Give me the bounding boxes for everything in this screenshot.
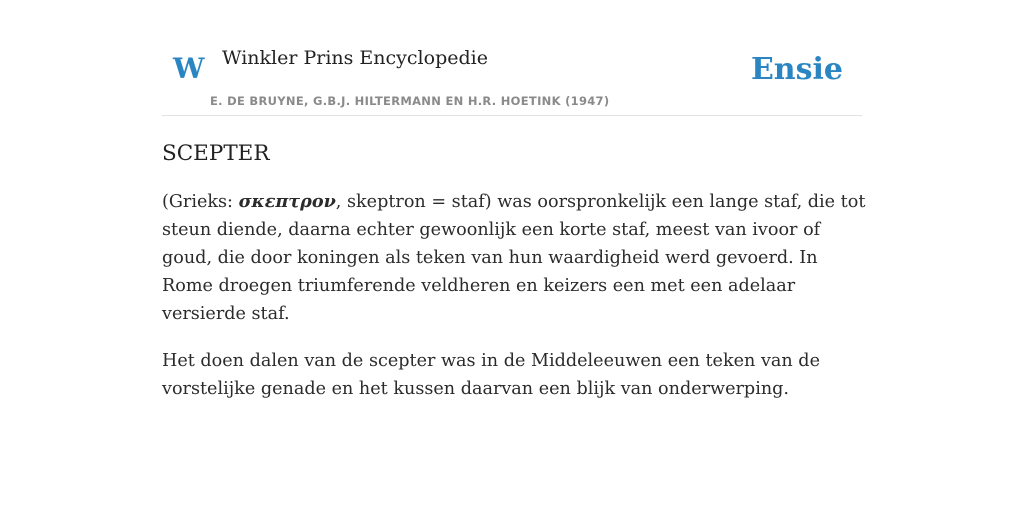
site-header (162, 40, 862, 116)
paragraph-prefix: (Grieks: (162, 192, 239, 212)
greek-term: σκεπτρον (238, 191, 336, 212)
entry-title: SCEPTER (162, 141, 270, 166)
brand-logo[interactable]: Ensie (750, 52, 843, 87)
entry-paragraph-1 (162, 188, 866, 328)
book-logo[interactable]: W (173, 52, 205, 85)
book-authors: E. DE BRUYNE, G.B.J. HILTERMANN EN H.R. HOETINK (1947) (210, 94, 610, 108)
book-title[interactable]: Winkler Prins Encyclopedie (222, 47, 488, 69)
entry-article (162, 138, 866, 403)
entry-paragraph-2: Het doen dalen van de scepter was in de Middeleeuwen een teken van de vorstelijke genade en het kussen daarvan een blijk van onderwerping. (162, 351, 820, 399)
paragraph-body: , skeptron = staf) was oorspronkelijk een lange staf, die tot steun diende, daarna echter gewoonlijk een korte staf, meest van ivoor of goud, die door koningen als teken van hun waardigheid werd gevoerd. In Rome droegen triumferende veldheren en keizers een met een adelaar versierde staf. (162, 192, 866, 324)
